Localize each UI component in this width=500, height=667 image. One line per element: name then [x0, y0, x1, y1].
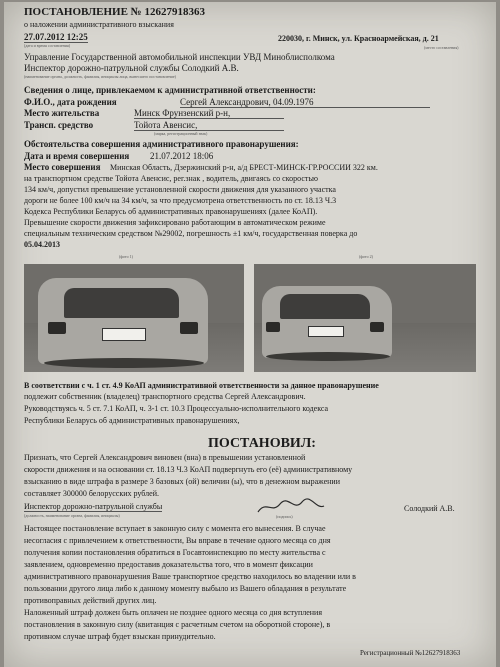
offense-datetime-label: Дата и время совершения [24, 151, 130, 161]
circumstances-line: Превышение скорости движения зафиксировано работающим в автоматическом режиме [24, 218, 326, 227]
composition-address: 220030, г. Минск, ул. Красноармейская, д. 21 [278, 34, 439, 43]
authority-caption: (наименование органа, должность, фамилия, инициалы лица, вынесшего постановление) [24, 74, 176, 79]
person-heading: Сведения о лице, привлекаемом к административной ответственности: [24, 85, 316, 95]
authority-line-1: Управление Государственной автомобильной инспекции УВД Миноблисполкома [24, 52, 335, 62]
responsibility-line: Республики Беларусь об административных правонарушениях, [24, 416, 240, 425]
camera-photo-1 [24, 264, 244, 372]
tail-light-icon [180, 322, 198, 334]
circumstances-line: специальным техническим средством №29002, погрешность ±1 км/ч, государственная поверка до [24, 229, 358, 238]
photo-1-caption: (фото 1) [119, 254, 133, 259]
notice-line: Наложенный штраф должен быть оплачен не позднее одного месяца со дня вступления [24, 608, 323, 617]
tail-light-icon [48, 322, 66, 334]
circumstances-line: 05.04.2013 [24, 240, 60, 249]
circumstances-line: 134 км/ч, допустил превышение установленной скорости движения для указанного участка [24, 185, 336, 194]
vehicle-caption: (марка, регистрационный знак) [154, 131, 208, 136]
circumstances-line: дороги не более 100 км/ч на 34 км/ч, за что предусмотрена ответственность по ст. 18.13 Ч.3 [24, 196, 337, 205]
decision-line: составляет 300000 белорусских рублей. [24, 489, 159, 498]
signatory-name: Солодкий А.В. [404, 504, 455, 513]
name-value: Сергей Александрович, 04.09.1976 [180, 98, 430, 108]
responsibility-line: подлежит собственник (владелец) транспортного средства Сергей Александрович. [24, 392, 306, 401]
notice-line: пользовании другого лица либо к данному моменту выбыло из Вашего обладания в результате [24, 584, 347, 593]
car-rear-window [280, 294, 370, 319]
tail-light-icon [370, 322, 384, 332]
authority-line-2: Инспектор дорожно-патрульной службы Солодкий А.В. [24, 63, 239, 73]
document-subtitle: о наложении административного взыскания [24, 20, 174, 29]
camera-photo-2 [254, 264, 476, 372]
offense-place-label: Место совершения [24, 162, 101, 172]
document-title: ПОСТАНОВЛЕНИЕ № 12627918363 [24, 6, 205, 18]
notice-line: противоправных действий других лиц. [24, 596, 157, 605]
notice-line: Настоящее постановление вступает в законную силу с момента его вынесения. В случае [24, 524, 326, 533]
residence-value: Минск Фрунзенский р-н, [134, 109, 284, 119]
decision-heading: ПОСТАНОВИЛ: [208, 436, 316, 451]
signature-caption: (подпись) [276, 514, 293, 519]
vehicle-value: Тойота Авенсис, [134, 121, 284, 131]
notice-line: получения копии постановления обратиться в Госавтоинспекцию по месту жительства с [24, 548, 326, 557]
license-plate [308, 326, 344, 337]
notice-line: постановления в законную силу (квитанция с расчетным счетом на оборотной стороне), в [24, 620, 331, 629]
signatory-position: Инспектор дорожно-патрульной службы [24, 502, 163, 511]
decision-line: взысканию в виде штрафа в размере 3 базовых (ой) величин (ы), что в денежном выражении [24, 477, 340, 486]
offense-place-value: Минская Область, Дзержинский р-н, а/д БРЕСТ-МИНСК-ГР.РОССИИ 322 км. [110, 163, 378, 172]
car-shadow [266, 352, 390, 361]
decision-line: скорости движения и на основании ст. 18.13 Ч.3 КоАП подвергнуть его (её) административному [24, 465, 353, 474]
notice-line: несогласия с привлечением к ответственности, Вы вправе в течение одного месяца со дня [24, 536, 331, 545]
registration-number: Регистрационный №12627918363 [360, 649, 461, 657]
vehicle-label: Трансп. средство [24, 120, 94, 130]
responsibility-line: В соответствии с ч. 1 ст. 4.9 КоАП административной ответственности за данное правонарушение [24, 381, 379, 390]
notice-line: заявлением, одновременно предоставив доказательства того, что в момент фиксации [24, 560, 313, 569]
photo-2-caption: (фото 2) [359, 254, 373, 259]
offense-datetime-value: 21.07.2012 18:06 [150, 151, 214, 161]
composition-date-caption: (дата и время составления) [24, 43, 71, 48]
address-caption: (место составления) [424, 45, 459, 50]
circumstances-line: Кодекса Республики Беларусь об административных правонарушениях (далее КоАП). [24, 207, 318, 216]
notice-line: административного правонарушения Ваше транспортное средство находилось во владении или в [24, 572, 356, 581]
tail-light-icon [266, 322, 280, 332]
name-label: Ф.И.О., дата рождения [24, 97, 117, 107]
circumstances-heading: Обстоятельства совершения административного правонарушения: [24, 139, 299, 149]
signatory-caption: (должность, наименование органа, фамилия, инициалы) [24, 513, 120, 518]
car-shadow [44, 358, 204, 368]
residence-label: Место жительства [24, 108, 100, 118]
license-plate [102, 328, 146, 341]
notice-line: противном случае штраф будет взыскан принудительно. [24, 632, 216, 641]
decision-line: Признать, что Сергей Александрович виновен (вна) в превышении установленной [24, 453, 306, 462]
composition-date: 27.07.2012 12:25 [24, 32, 88, 42]
car-rear-window [64, 288, 179, 318]
resolution-document [4, 2, 496, 667]
circumstances-line: на транспортном средстве Тойота Авенсис, рег.знак , водитель, двигаясь со скоростью [24, 174, 319, 183]
responsibility-line: Руководствуясь ч. 5 ст. 7.1 КоАП, ч. 3-1 ст. 10.3 Процессуально-исполнительного кодекса [24, 404, 329, 413]
